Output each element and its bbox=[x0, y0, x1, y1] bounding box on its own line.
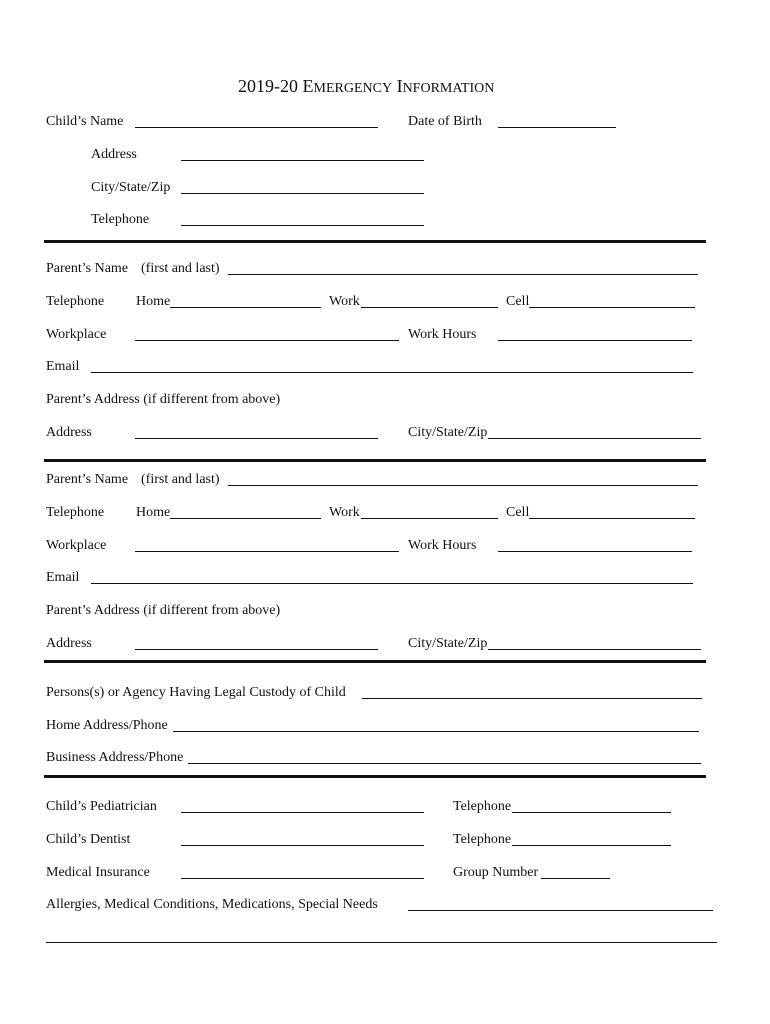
insurance-label: Medical Insurance bbox=[46, 865, 150, 880]
child-address-field[interactable] bbox=[181, 160, 424, 161]
parent1-work-label: Work bbox=[329, 294, 360, 309]
child-city-field[interactable] bbox=[181, 193, 424, 194]
child-city-label: City/State/Zip bbox=[91, 180, 171, 195]
parent2-workplace-label: Workplace bbox=[46, 538, 107, 553]
parent2-name-label: Parent’s Name bbox=[46, 472, 129, 487]
allergies-field[interactable] bbox=[408, 910, 713, 911]
section-divider bbox=[44, 240, 706, 243]
title-letter: E bbox=[302, 76, 314, 96]
title-year: 2019-20 bbox=[238, 76, 298, 96]
dentist-field[interactable] bbox=[181, 845, 424, 846]
parent2-workplace-field[interactable] bbox=[135, 551, 399, 552]
parent1-diff-address-label: Parent’s Address (if different from above) bbox=[46, 392, 281, 407]
title-smallcaps: MERGENCY bbox=[313, 81, 393, 96]
parent1-home-label: Home bbox=[136, 294, 171, 309]
parent1-email-field[interactable] bbox=[91, 372, 693, 373]
title-smallcaps: NFORMATION bbox=[402, 81, 495, 96]
parent2-work-field[interactable] bbox=[361, 518, 498, 519]
parent2-work-hours-label: Work Hours bbox=[408, 538, 477, 553]
parent2-email-field[interactable] bbox=[91, 583, 693, 584]
parent1-name-label: Parent’s Name bbox=[46, 261, 129, 276]
parent2-telephone-label: Telephone bbox=[46, 505, 105, 520]
parent1-home-field[interactable] bbox=[170, 307, 321, 308]
custody-persons-label: Persons(s) or Agency Having Legal Custody of Child bbox=[46, 685, 346, 700]
dob-field[interactable] bbox=[498, 127, 616, 128]
pediatrician-telephone-field[interactable] bbox=[512, 812, 671, 813]
section-divider bbox=[44, 660, 706, 663]
parent1-name-field[interactable] bbox=[228, 274, 698, 275]
parent2-address-field[interactable] bbox=[135, 649, 378, 650]
parent1-email-label: Email bbox=[46, 359, 80, 374]
parent1-workplace-field[interactable] bbox=[135, 340, 399, 341]
parent1-work-hours-label: Work Hours bbox=[408, 327, 477, 342]
parent1-workplace-label: Workplace bbox=[46, 327, 107, 342]
parent2-email-label: Email bbox=[46, 570, 80, 585]
parent1-address-label: Address bbox=[46, 425, 92, 440]
parent1-name-hint: (first and last) bbox=[141, 261, 220, 276]
child-name-field[interactable] bbox=[135, 127, 378, 128]
pediatrician-label: Child’s Pediatrician bbox=[46, 799, 157, 814]
pediatrician-telephone-label: Telephone bbox=[453, 799, 512, 814]
parent2-work-label: Work bbox=[329, 505, 360, 520]
insurance-field[interactable] bbox=[181, 878, 424, 879]
custody-home-field[interactable] bbox=[173, 731, 699, 732]
child-telephone-field[interactable] bbox=[181, 225, 424, 226]
parent1-work-hours-field[interactable] bbox=[498, 340, 692, 341]
parent2-cell-field[interactable] bbox=[529, 518, 695, 519]
dob-label: Date of Birth bbox=[408, 114, 482, 129]
parent2-home-label: Home bbox=[136, 505, 171, 520]
parent2-address-label: Address bbox=[46, 636, 92, 651]
allergies-label: Allergies, Medical Conditions, Medications, Special Needs bbox=[46, 897, 378, 912]
parent2-work-hours-field[interactable] bbox=[498, 551, 692, 552]
custody-home-label: Home Address/Phone bbox=[46, 718, 168, 733]
dentist-label: Child’s Dentist bbox=[46, 832, 131, 847]
allergies-field-continued[interactable] bbox=[46, 942, 717, 943]
parent1-city-label: City/State/Zip bbox=[408, 425, 488, 440]
custody-persons-field[interactable] bbox=[362, 698, 702, 699]
parent2-cell-label: Cell bbox=[506, 505, 530, 520]
pediatrician-field[interactable] bbox=[181, 812, 424, 813]
group-number-field[interactable] bbox=[541, 878, 610, 879]
child-name-label: Child’s Name bbox=[46, 114, 124, 129]
parent1-telephone-label: Telephone bbox=[46, 294, 105, 309]
parent1-work-field[interactable] bbox=[361, 307, 498, 308]
parent2-diff-address-label: Parent’s Address (if different from above) bbox=[46, 603, 281, 618]
parent2-home-field[interactable] bbox=[170, 518, 321, 519]
group-number-label: Group Number bbox=[453, 865, 539, 880]
dentist-telephone-label: Telephone bbox=[453, 832, 512, 847]
dentist-telephone-field[interactable] bbox=[512, 845, 671, 846]
section-divider bbox=[44, 775, 706, 778]
parent2-name-hint: (first and last) bbox=[141, 472, 220, 487]
section-divider bbox=[44, 459, 706, 462]
parent1-cell-field[interactable] bbox=[529, 307, 695, 308]
parent1-city-field[interactable] bbox=[488, 438, 701, 439]
parent1-address-field[interactable] bbox=[135, 438, 378, 439]
page-title bbox=[238, 75, 494, 100]
parent1-cell-label: Cell bbox=[506, 294, 530, 309]
custody-business-label: Business Address/Phone bbox=[46, 750, 184, 765]
parent2-city-field[interactable] bbox=[488, 649, 701, 650]
child-telephone-label: Telephone bbox=[91, 212, 150, 227]
title-letter: I bbox=[396, 76, 403, 96]
parent2-name-field[interactable] bbox=[228, 485, 698, 486]
parent2-city-label: City/State/Zip bbox=[408, 636, 488, 651]
custody-business-field[interactable] bbox=[188, 763, 701, 764]
child-address-label: Address bbox=[91, 147, 137, 162]
